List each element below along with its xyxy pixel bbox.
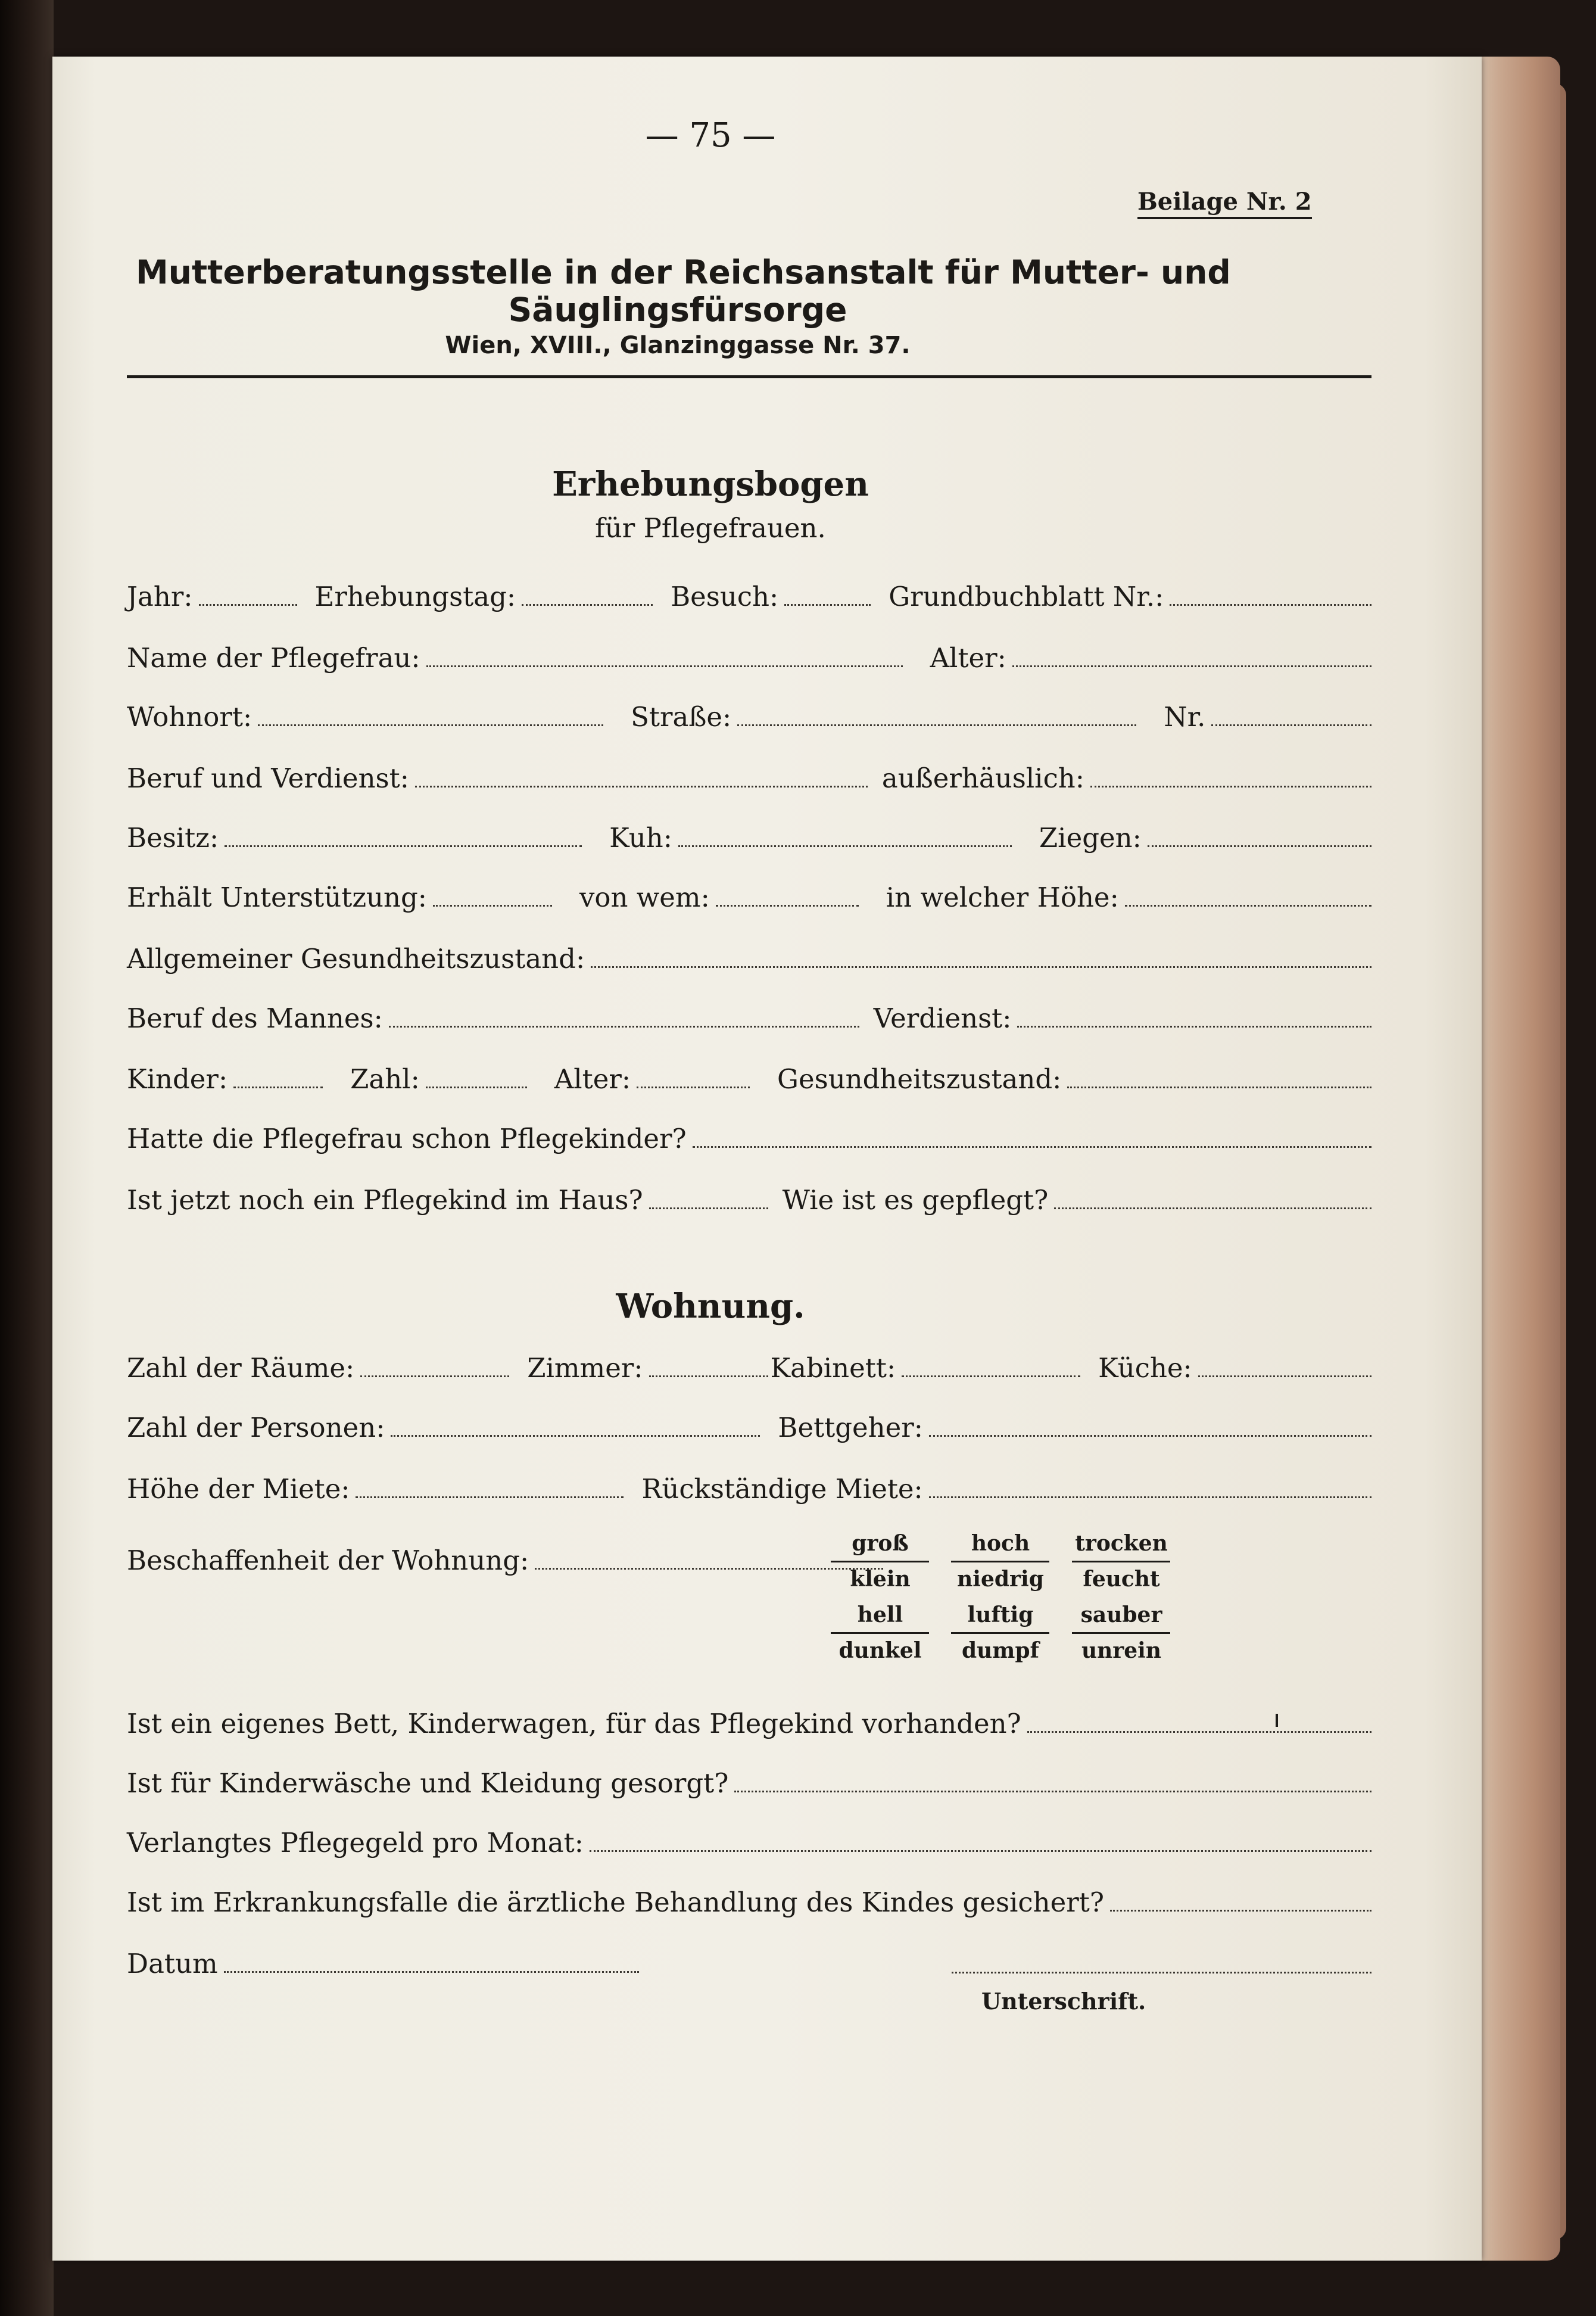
- book-binding: [0, 0, 54, 2316]
- label-nr: Nr.: [1164, 701, 1206, 733]
- option-hell[interactable]: hell: [857, 1602, 903, 1627]
- row-kinder: [127, 1063, 1371, 1099]
- label-kinder: Kinder:: [127, 1063, 228, 1095]
- label-bett: Ist ein eigenes Bett, Kinderwagen, für das Pflegekind vorhanden?: [127, 1708, 1021, 1739]
- label-gepflegt: Wie ist es gepflegt?: [782, 1184, 1049, 1216]
- label-gesundheit: Allgemeiner Gesundheitszustand:: [127, 943, 585, 975]
- field-wohnort[interactable]: [258, 721, 603, 726]
- label-rueckstaendig: Rückständige Miete:: [641, 1473, 923, 1505]
- field-kabinett[interactable]: [902, 1372, 1080, 1377]
- option-feucht[interactable]: feucht: [1083, 1567, 1160, 1592]
- field-gesundheit[interactable]: [591, 963, 1371, 968]
- option-divider: [1072, 1561, 1170, 1562]
- field-pflegekinder[interactable]: [693, 1143, 1371, 1148]
- option-niedrig[interactable]: niedrig: [957, 1567, 1044, 1592]
- field-unterstuetzung[interactable]: [433, 901, 552, 907]
- label-besuch: Besuch:: [671, 581, 779, 612]
- option-trocken[interactable]: trocken: [1075, 1531, 1168, 1556]
- label-grundbuchblatt: Grundbuchblatt Nr.:: [889, 581, 1164, 612]
- field-von-wem[interactable]: [716, 901, 859, 907]
- field-bettgeher[interactable]: [929, 1431, 1371, 1437]
- label-pflegekind-haus: Ist jetzt noch ein Pflegekind im Haus?: [127, 1184, 643, 1216]
- label-jahr: Jahr:: [127, 581, 193, 612]
- row-beruf-mann: [127, 1003, 1371, 1038]
- row-name: [127, 642, 1371, 678]
- field-zimmer[interactable]: [649, 1372, 768, 1377]
- label-kuh: Kuh:: [609, 822, 672, 854]
- field-name[interactable]: [426, 662, 903, 667]
- field-hoehe[interactable]: [1125, 901, 1371, 907]
- field-kinder[interactable]: [233, 1083, 323, 1088]
- row-personen: [127, 1412, 1371, 1448]
- row-wohnort: [127, 701, 1371, 737]
- option-divider: [1072, 1632, 1170, 1634]
- label-unterstuetzung: Erhält Unterstützung:: [127, 882, 427, 913]
- field-raeume[interactable]: [360, 1372, 509, 1377]
- form-subtitle: für Pflegefrauen.: [595, 512, 826, 544]
- field-kueche[interactable]: [1198, 1372, 1371, 1377]
- row-beruf: [127, 762, 1371, 798]
- option-dunkel[interactable]: dunkel: [838, 1638, 922, 1663]
- label-zimmer: Zimmer:: [527, 1352, 643, 1384]
- option-hoch[interactable]: hoch: [971, 1531, 1030, 1556]
- header-rule: [127, 375, 1371, 378]
- label-waesche: Ist für Kinderwäsche und Kleidung gesorgt?: [127, 1767, 729, 1799]
- label-unterschrift: Unterschrift.: [981, 1988, 1146, 2015]
- label-von-wem: von wem:: [579, 882, 710, 913]
- field-besuch[interactable]: [784, 600, 871, 606]
- header-line-2: Säuglingsfürsorge: [508, 291, 847, 329]
- label-kinder-gesundheit: Gesundheitszustand:: [777, 1063, 1062, 1095]
- page-edges: [1471, 57, 1560, 2261]
- option-sauber[interactable]: sauber: [1080, 1602, 1162, 1627]
- row-raeume: [127, 1352, 1371, 1388]
- row-waesche: [127, 1767, 1371, 1803]
- label-verdienst: Verdienst:: [873, 1003, 1012, 1034]
- field-verdienst[interactable]: [1017, 1022, 1371, 1028]
- header-line-1: Mutterberatungsstelle in der Reichsanstalt für Mutter- und: [136, 253, 1231, 291]
- section-wohnung: Wohnung.: [616, 1287, 805, 1326]
- field-grundbuchblatt[interactable]: [1170, 600, 1371, 606]
- field-jahr[interactable]: [199, 600, 297, 606]
- option-dumpf[interactable]: dumpf: [961, 1638, 1040, 1663]
- field-gepflegt[interactable]: [1054, 1204, 1371, 1209]
- option-luftig[interactable]: luftig: [967, 1602, 1034, 1627]
- field-ausserhaeuslich[interactable]: [1090, 782, 1371, 787]
- label-miete: Höhe der Miete:: [127, 1473, 350, 1505]
- form-title: Erhebungsbogen: [552, 465, 869, 504]
- label-erhebungstag: Erhebungstag:: [314, 581, 516, 612]
- label-kueche: Küche:: [1098, 1352, 1192, 1384]
- row-datum: [127, 1948, 639, 1984]
- field-beruf[interactable]: [415, 782, 868, 787]
- field-kuh[interactable]: [678, 842, 1012, 847]
- row-bett: [127, 1708, 1371, 1744]
- option-gross[interactable]: groß: [852, 1531, 909, 1556]
- row-pflegegeld: [127, 1827, 1371, 1863]
- field-zahl[interactable]: [426, 1083, 527, 1088]
- row-beschaffenheit: [127, 1545, 883, 1580]
- label-kinder-alter: Alter:: [554, 1063, 631, 1095]
- option-unrein[interactable]: unrein: [1081, 1638, 1162, 1663]
- header-address: Wien, XVIII., Glanzinggasse Nr. 37.: [445, 332, 911, 359]
- field-rueckstaendig[interactable]: [929, 1493, 1371, 1498]
- label-wohnort: Wohnort:: [127, 701, 253, 733]
- row-behandlung: [127, 1887, 1371, 1922]
- field-kinder-gesundheit[interactable]: [1067, 1083, 1371, 1088]
- option-klein[interactable]: klein: [850, 1567, 911, 1592]
- row-jahr: [127, 581, 1371, 617]
- label-besitz: Besitz:: [127, 822, 219, 854]
- label-ausserhaeuslich: außerhäuslich:: [881, 762, 1084, 794]
- label-datum: Datum: [127, 1948, 218, 1979]
- field-signature[interactable]: [952, 1972, 1371, 1973]
- field-waesche[interactable]: [734, 1787, 1371, 1792]
- appendix-label: Beilage Nr. 2: [1137, 188, 1312, 219]
- row-pflegekinder: [127, 1123, 1371, 1159]
- label-kabinett: Kabinett:: [770, 1352, 896, 1384]
- field-personen[interactable]: [391, 1431, 760, 1437]
- field-strasse[interactable]: [737, 721, 1136, 726]
- row-gesundheit: [127, 943, 1371, 979]
- row-miete: [127, 1473, 1371, 1509]
- field-alter[interactable]: [1012, 662, 1371, 667]
- field-behandlung[interactable]: [1110, 1906, 1371, 1912]
- option-divider: [951, 1632, 1049, 1634]
- field-bett[interactable]: [1027, 1727, 1371, 1733]
- label-beschaffenheit: Beschaffenheit der Wohnung:: [127, 1545, 529, 1576]
- field-besitz[interactable]: [225, 842, 582, 847]
- row-unterstuetzung: [127, 882, 1371, 917]
- field-pflegegeld[interactable]: [590, 1847, 1371, 1852]
- label-zahl: Zahl:: [350, 1063, 420, 1095]
- field-erhebungstag[interactable]: [522, 600, 653, 606]
- label-beruf: Beruf und Verdienst:: [127, 762, 409, 794]
- label-personen: Zahl der Personen:: [127, 1412, 385, 1443]
- field-pflegekind-haus[interactable]: [649, 1204, 768, 1209]
- field-beruf-mann[interactable]: [389, 1022, 859, 1028]
- option-divider: [831, 1632, 929, 1634]
- row-besitz: [127, 822, 1371, 858]
- option-divider: [951, 1561, 1049, 1562]
- label-name: Name der Pflegefrau:: [127, 642, 420, 674]
- field-datum[interactable]: [224, 1968, 639, 1973]
- field-nr[interactable]: [1211, 721, 1371, 726]
- label-beruf-mann: Beruf des Mannes:: [127, 1003, 383, 1034]
- label-strasse: Straße:: [631, 701, 732, 733]
- label-raeume: Zahl der Räume:: [127, 1352, 355, 1384]
- label-alter: Alter:: [930, 642, 1006, 674]
- label-pflegekinder: Hatte die Pflegefrau schon Pflegekinder?: [127, 1123, 687, 1154]
- field-ziegen[interactable]: [1148, 842, 1371, 847]
- field-miete[interactable]: [356, 1493, 624, 1498]
- label-behandlung: Ist im Erkrankungsfalle die ärztliche Behandlung des Kindes gesichert?: [127, 1887, 1104, 1918]
- row-pflegekind-haus: [127, 1184, 1371, 1220]
- label-bettgeher: Bettgeher:: [778, 1412, 923, 1443]
- page-number: — 75 —: [645, 116, 776, 155]
- label-ziegen: Ziegen:: [1039, 822, 1142, 854]
- document-page: [52, 57, 1482, 2261]
- option-divider: [831, 1561, 929, 1562]
- field-kinder-alter[interactable]: [637, 1083, 750, 1088]
- label-pflegegeld: Verlangtes Pflegegeld pro Monat:: [127, 1827, 584, 1859]
- label-hoehe: in welcher Höhe:: [886, 882, 1119, 913]
